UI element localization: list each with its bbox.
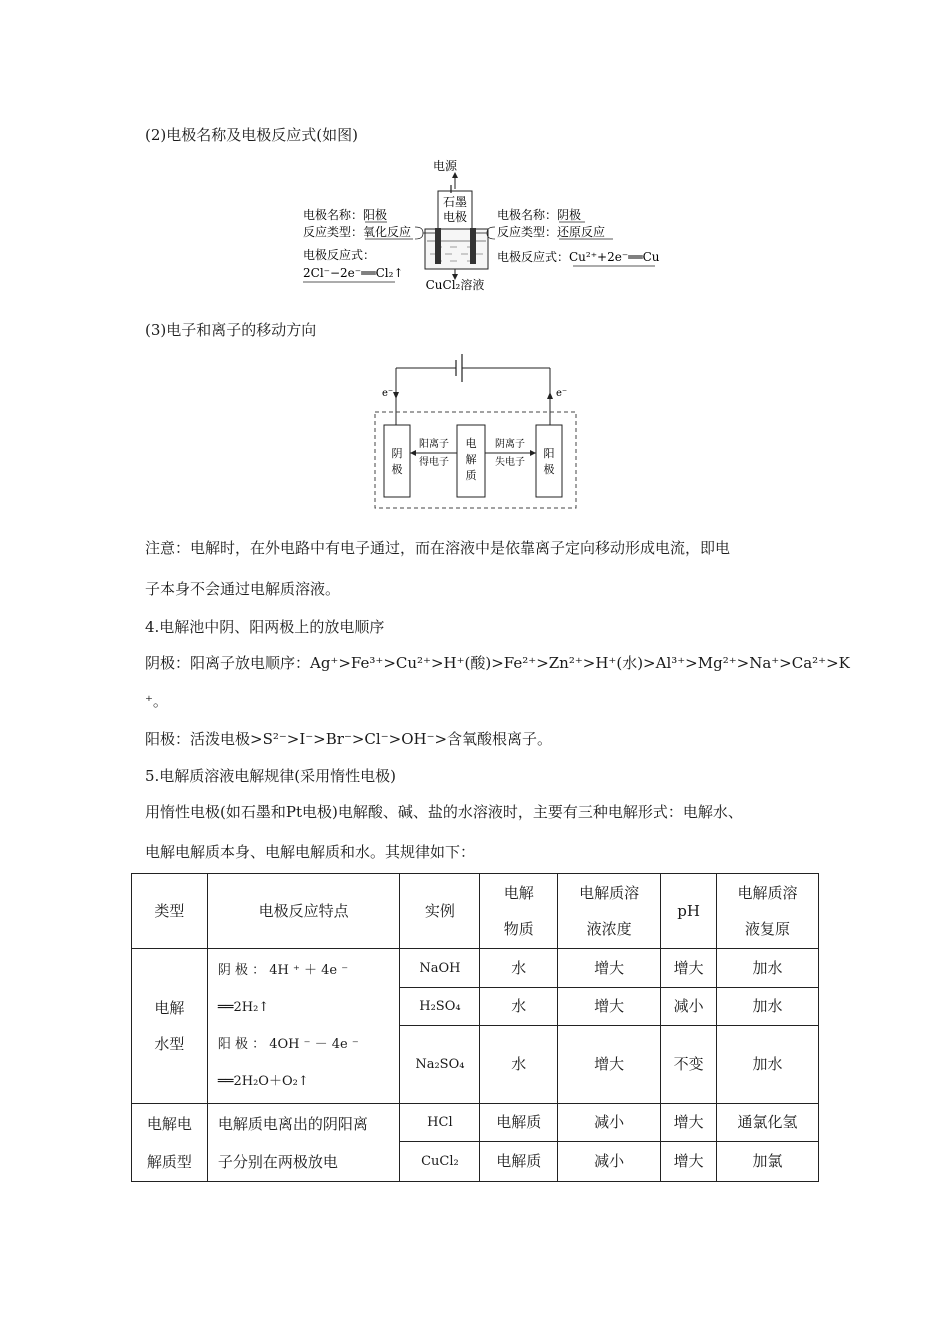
feature-cell-water: 阴 极 ： 4H ⁺ ＋ 4e ⁻ ══2H₂↑ 阳 极 ： 4OH ⁻ － 4e ⁻ ══2H₂O＋O₂↑: [207, 949, 400, 1104]
concentration-cell: 增大: [558, 1026, 661, 1104]
anion-label: 阴离子: [495, 439, 525, 450]
concentration-cell: 增大: [558, 988, 661, 1026]
header-concentration: 电解质溶液浓度: [558, 874, 661, 949]
header-example: 实例: [400, 874, 480, 949]
electron-left-label: e⁻: [382, 388, 394, 399]
electron-ion-movement-diagram: [370, 350, 580, 515]
gain-electron-label: 得电子: [419, 457, 449, 468]
note-line-1: 注意：电解时，在外电路中有电子通过，而在溶液中是依靠离子定向移动形成电流，即电: [145, 539, 731, 557]
electrode-label-top: 石墨: [442, 195, 468, 209]
anode-reaction-type: 反应类型：氧化反应: [303, 225, 412, 239]
type-cell-electrolyte: 电解电 解质型: [132, 1104, 208, 1182]
example-cell: NaOH: [400, 949, 480, 988]
paragraph-line-1: 用惰性电极(如石墨和Pt电极)电解酸、碱、盐的水溶液时，主要有三种电解形式：电解水、: [145, 803, 743, 821]
table-row: [132, 949, 819, 988]
restore-cell: 通氯化氢: [717, 1104, 819, 1142]
electron-right-label: e⁻: [556, 388, 568, 399]
restore-cell: 加水: [717, 1026, 819, 1104]
anode-equation-label: 电极反应式：: [303, 248, 376, 262]
section-4-heading: 4.电解池中阴、阳两极上的放电顺序: [145, 618, 385, 636]
substance-cell: 水: [480, 949, 558, 988]
anode-char-2: 极: [543, 463, 555, 476]
example-cell: H₂SO₄: [400, 988, 480, 1026]
cathode-reaction-type: 反应类型：还原反应: [497, 225, 606, 239]
ph-cell: 增大: [661, 1142, 717, 1182]
header-substance: 电解物质: [480, 874, 558, 949]
electrode-label-bottom: 电极: [442, 210, 468, 224]
cathode-name: 电极名称：阴极: [497, 208, 582, 222]
header-ph: pH: [661, 874, 717, 949]
note-line-2: 子本身不会通过电解质溶液。: [145, 580, 341, 598]
example-cell: CuCl₂: [400, 1142, 480, 1182]
heading-electrode-names: (2)电极名称及电极反应式(如图): [145, 126, 358, 144]
anode-char-1: 阳: [543, 447, 555, 460]
ph-cell: 不变: [661, 1026, 717, 1104]
header-restore: 电解质溶液复原: [717, 874, 819, 949]
ph-cell: 增大: [661, 1104, 717, 1142]
substance-cell: 电解质: [480, 1104, 558, 1142]
concentration-cell: 减小: [558, 1142, 661, 1182]
electrolyte-char-1: 电: [465, 437, 477, 450]
electrolyte-char-3: 质: [465, 469, 477, 482]
cathode-char-1: 阴: [391, 447, 403, 460]
restore-cell: 加氯: [717, 1142, 819, 1182]
anode-discharge-order: 阳极：活泼电极>S²⁻>I⁻>Br⁻>Cl⁻>OH⁻>含氧酸根离子。: [145, 730, 553, 748]
electrolyte-char-2: 解: [465, 453, 477, 466]
header-type: 类型: [132, 874, 208, 949]
feature-cell-electrolyte: 电解质电离出的阴阳离 子分别在两极放电: [207, 1104, 400, 1182]
concentration-cell: 减小: [558, 1104, 661, 1142]
concentration-cell: 增大: [558, 949, 661, 988]
ph-cell: 减小: [661, 988, 717, 1026]
example-cell: HCl: [400, 1104, 480, 1142]
section-5-heading: 5.电解质溶液电解规律(采用惰性电极): [145, 767, 397, 785]
heading-movement: (3)电子和离子的移动方向: [145, 321, 317, 339]
substance-cell: 水: [480, 988, 558, 1026]
anode-name: 电极名称：阳极: [303, 208, 388, 222]
cation-label: 阳离子: [419, 439, 449, 450]
table-row: [132, 1104, 819, 1142]
example-cell: Na₂SO₄: [400, 1026, 480, 1104]
table-header-row: [132, 874, 819, 949]
substance-cell: 电解质: [480, 1142, 558, 1182]
cathode-discharge-order-cont: ⁺。: [145, 692, 168, 710]
cathode-discharge-order: 阴极：阳离子放电顺序：Ag⁺>Fe³⁺>Cu²⁺>H⁺(酸)>Fe²⁺>Zn²⁺>H⁺(水)>Al³⁺>Mg²⁺>Na⁺>Ca²⁺>K: [145, 654, 850, 672]
paragraph-line-2: 电解电解质本身、电解电解质和水。其规律如下：: [145, 843, 476, 861]
electrolysis-rules-table: [131, 873, 819, 1182]
solution-label: CuCl₂溶液: [425, 278, 485, 292]
restore-cell: 加水: [717, 949, 819, 988]
ph-cell: 增大: [661, 949, 717, 988]
header-feature: 电极反应特点: [207, 874, 400, 949]
anode-equation: 2Cl⁻−2e⁻══Cl₂↑: [303, 266, 404, 280]
type-cell-water: 电解 水型: [132, 949, 208, 1104]
cathode-char-2: 极: [391, 463, 403, 476]
cathode-equation: 电极反应式：Cu²⁺+2e⁻══Cu: [497, 250, 660, 264]
restore-cell: 加水: [717, 988, 819, 1026]
substance-cell: 水: [480, 1026, 558, 1104]
lose-electron-label: 失电子: [495, 457, 525, 468]
electrolysis-cell-diagram: [295, 155, 665, 295]
power-label: 电源: [432, 159, 458, 173]
